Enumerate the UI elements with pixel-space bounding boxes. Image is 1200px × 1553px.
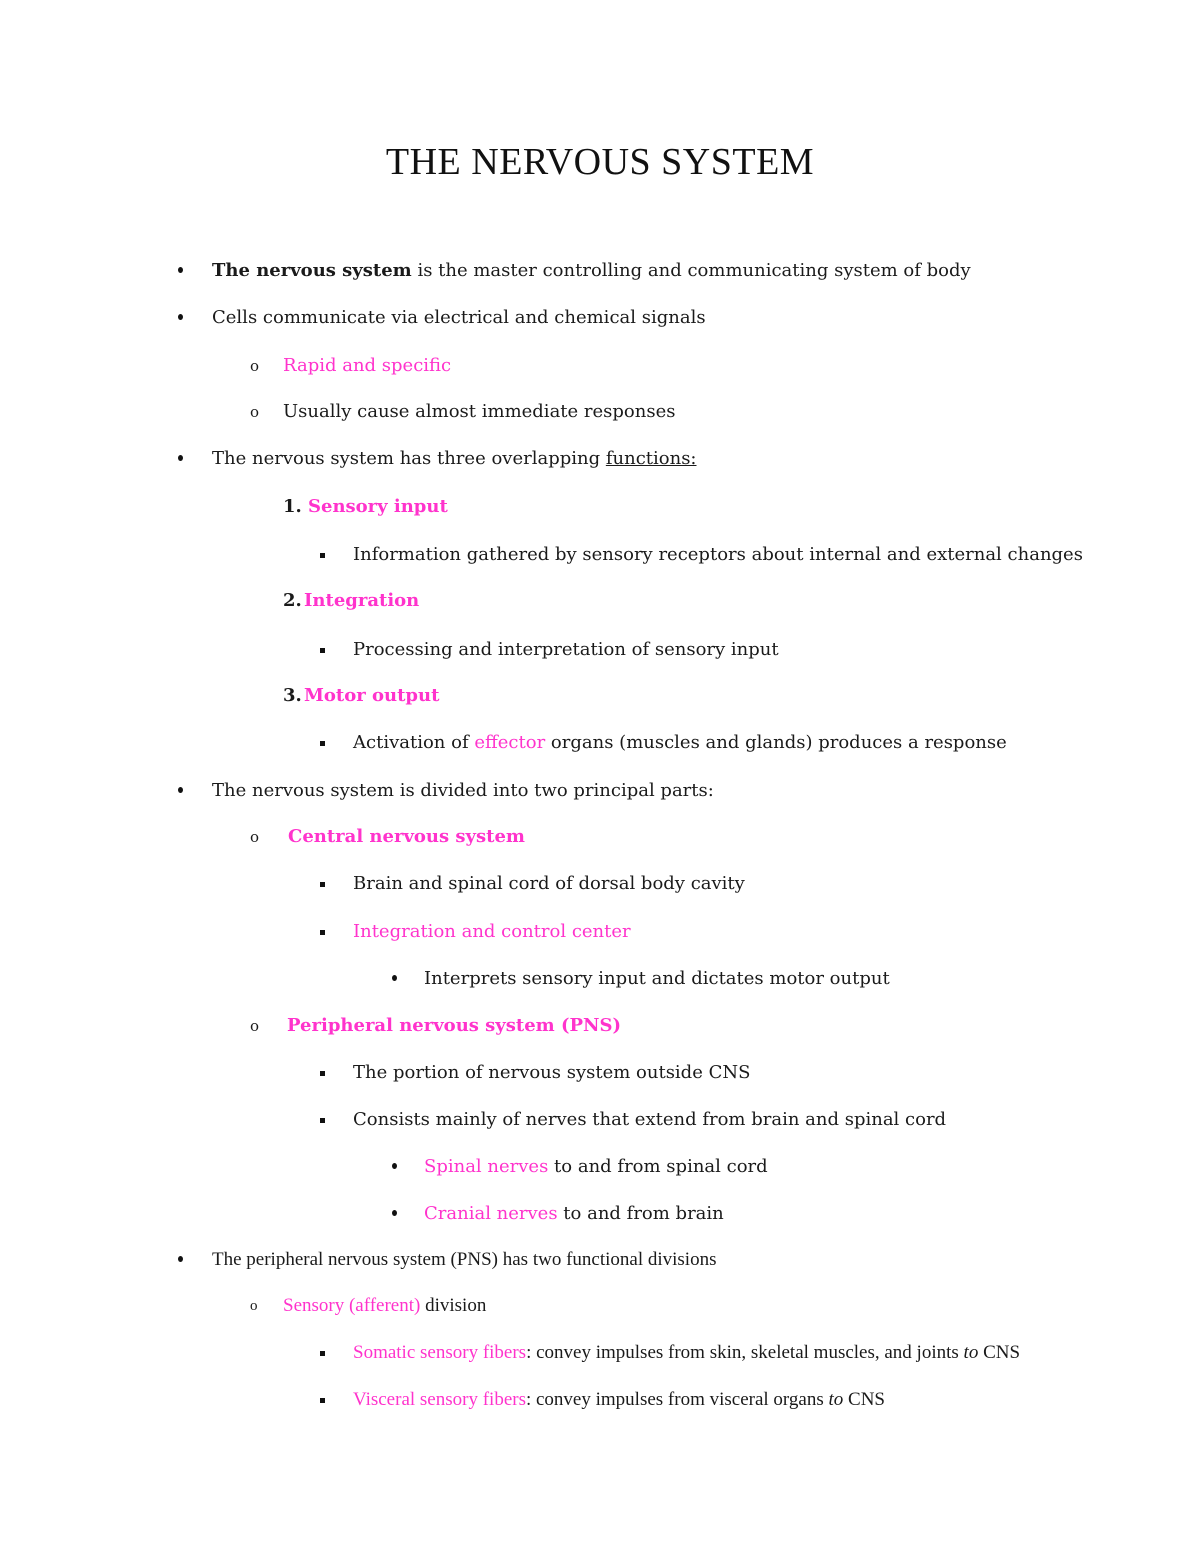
item-heading: Peripheral nervous system (PNS) (287, 1015, 622, 1036)
item-text: is the master controlling and communicating system of body (411, 260, 971, 281)
item-text: Brain and spinal cord of dorsal body cavity (353, 873, 745, 894)
square-bullet-icon (320, 1398, 325, 1403)
item-text: Usually cause almost immediate responses (283, 401, 676, 422)
bullet-icon (178, 455, 183, 461)
square-bullet-icon (320, 1118, 325, 1123)
item-text: to and from brain (557, 1203, 724, 1224)
circle-bullet-icon: o (250, 403, 260, 421)
bullet-icon (392, 1163, 397, 1169)
square-bullet-icon (320, 553, 325, 558)
square-bullet-icon (320, 930, 325, 935)
item-text: Information gathered by sensory receptors about internal and external changes (353, 544, 1083, 565)
circle-bullet-icon: o (250, 1298, 258, 1314)
item-heading: Sensory input (308, 496, 448, 517)
circle-bullet-icon: o (250, 1017, 260, 1035)
highlight-term: Somatic sensory fibers (353, 1342, 527, 1363)
item-number: 2. (283, 590, 302, 611)
item-text: Processing and interpretation of sensory input (353, 639, 779, 660)
circle-bullet-icon: o (250, 357, 260, 375)
bullet-icon (392, 1210, 397, 1216)
bullet-icon (392, 975, 397, 981)
item-text: : convey impulses from visceral organs (525, 1389, 829, 1410)
bullet-icon (178, 787, 183, 793)
bullet-icon (178, 1256, 183, 1262)
italic-text: to (828, 1389, 844, 1410)
item-text: : convey impulses from skin, skeletal muscles, and joints (526, 1342, 964, 1363)
item-text: The nervous system is divided into two principal parts: (212, 780, 714, 801)
item-heading: Integration (304, 590, 420, 611)
underlined-text: functions: (605, 448, 697, 469)
item-text: The nervous system has three overlapping (212, 448, 606, 469)
item-text: Activation of (353, 732, 475, 753)
circle-bullet-icon: o (250, 828, 260, 846)
item-text: CNS (978, 1342, 1021, 1363)
highlight-term: Sensory (afferent) (283, 1295, 421, 1316)
item-text: Consists mainly of nerves that extend from brain and spinal cord (353, 1109, 947, 1130)
bullet-icon (178, 267, 183, 273)
square-bullet-icon (320, 741, 325, 746)
bullet-icon (178, 314, 183, 320)
italic-text: to (963, 1342, 979, 1363)
item-text: to and from spinal cord (548, 1156, 768, 1177)
item-text: Integration and control center (353, 921, 631, 942)
square-bullet-icon (320, 882, 325, 887)
item-number: 1. (283, 496, 302, 517)
item-text: The peripheral nervous system (PNS) has two functional divisions (212, 1249, 717, 1270)
square-bullet-icon (320, 648, 325, 653)
item-text: CNS (843, 1389, 885, 1410)
highlight-term: Spinal nerves (424, 1156, 549, 1177)
item-heading: Motor output (304, 685, 440, 706)
square-bullet-icon (320, 1351, 325, 1356)
item-number: 3. (283, 685, 302, 706)
item-heading: Central nervous system (288, 826, 525, 847)
item-text: organs (muscles and glands) produces a response (545, 732, 1007, 753)
item-text: division (420, 1295, 487, 1316)
page-title: THE NERVOUS SYSTEM (385, 141, 815, 183)
bold-term: The nervous system (212, 260, 412, 281)
highlight-term: Visceral sensory fibers (353, 1389, 526, 1410)
item-text: Cells communicate via electrical and chemical signals (212, 307, 706, 328)
highlight-term: Cranial nerves (424, 1203, 558, 1224)
item-text: Rapid and specific (283, 355, 452, 376)
item-text: Interprets sensory input and dictates motor output (424, 968, 890, 989)
item-text: The portion of nervous system outside CNS (353, 1062, 751, 1083)
square-bullet-icon (320, 1071, 325, 1076)
highlight-term: effector (474, 732, 546, 753)
